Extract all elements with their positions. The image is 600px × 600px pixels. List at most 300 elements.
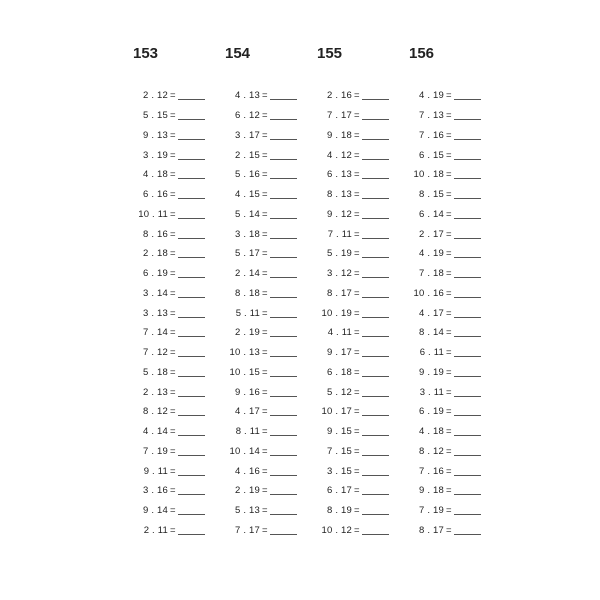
problem-row — [220, 501, 297, 521]
problem-expression: 2 . 15 — [235, 149, 260, 161]
answer-blank — [362, 151, 389, 160]
equals-sign: = — [354, 524, 360, 536]
equals-sign: = — [446, 485, 452, 497]
problem-expression: 7 . 19 — [419, 505, 444, 517]
problem-expression: 10 . 13 — [229, 347, 260, 359]
problem-row — [220, 126, 297, 146]
equals-sign: = — [170, 248, 176, 260]
equals-sign: = — [446, 366, 452, 378]
column-heading: 155 — [317, 45, 343, 62]
answer-blank — [178, 427, 205, 436]
problem-row — [404, 126, 481, 146]
problem-row — [312, 126, 389, 146]
problem-row — [128, 481, 205, 501]
equals-sign: = — [354, 485, 360, 497]
answer-blank — [178, 447, 205, 456]
answer-blank — [178, 289, 205, 298]
equals-sign: = — [354, 445, 360, 457]
equals-sign: = — [262, 406, 268, 418]
problem-row — [312, 461, 389, 481]
answer-blank — [178, 91, 205, 100]
problem-expression: 8 . 12 — [419, 445, 444, 457]
equals-sign: = — [354, 505, 360, 517]
problem-expression: 3 . 15 — [327, 465, 352, 477]
answer-blank — [270, 368, 297, 377]
answer-blank — [270, 526, 297, 535]
equals-sign: = — [354, 110, 360, 122]
problem-row — [312, 145, 389, 165]
problem-row — [404, 501, 481, 521]
answer-blank — [454, 230, 481, 239]
problem-row — [312, 284, 389, 304]
answer-blank — [362, 289, 389, 298]
equals-sign: = — [170, 228, 176, 240]
answer-blank — [270, 190, 297, 199]
answer-blank — [454, 407, 481, 416]
problem-expression: 5 . 11 — [235, 307, 260, 319]
problem-row — [220, 86, 297, 106]
problem-expression: 9 . 17 — [327, 347, 352, 359]
answer-blank — [178, 170, 205, 179]
equals-sign: = — [446, 149, 452, 161]
answer-blank — [178, 230, 205, 239]
problem-expression: 6 . 13 — [327, 169, 352, 181]
problem-row — [312, 106, 389, 126]
problem-expression: 6 . 12 — [235, 110, 260, 122]
problem-row — [404, 264, 481, 284]
answer-blank — [454, 427, 481, 436]
equals-sign: = — [446, 347, 452, 359]
problem-row — [312, 185, 389, 205]
equals-sign: = — [354, 228, 360, 240]
problem-expression: 10 . 11 — [138, 208, 168, 220]
equals-sign: = — [262, 327, 268, 339]
problem-expression: 10 . 12 — [321, 524, 352, 536]
problem-expression: 4 . 18 — [419, 426, 444, 438]
equals-sign: = — [446, 268, 452, 280]
answer-blank — [362, 407, 389, 416]
equals-sign: = — [354, 406, 360, 418]
problem-expression: 10 . 18 — [413, 169, 444, 181]
problem-expression: 5 . 16 — [235, 169, 260, 181]
answer-blank — [362, 447, 389, 456]
problem-row — [312, 481, 389, 501]
problem-expression: 9 . 15 — [327, 426, 352, 438]
problem-row — [128, 442, 205, 462]
equals-sign: = — [170, 189, 176, 201]
answer-blank — [270, 230, 297, 239]
problem-expression: 6 . 19 — [419, 406, 444, 418]
answer-blank — [362, 526, 389, 535]
problem-expression: 8 . 19 — [327, 505, 352, 517]
problem-row — [312, 244, 389, 264]
problem-expression: 3 . 19 — [143, 149, 168, 161]
answer-blank — [454, 151, 481, 160]
equals-sign: = — [170, 268, 176, 280]
problem-expression: 5 . 19 — [327, 248, 352, 260]
answer-blank — [270, 427, 297, 436]
equals-sign: = — [262, 426, 268, 438]
answer-blank — [362, 328, 389, 337]
equals-sign: = — [446, 465, 452, 477]
problem-row — [128, 422, 205, 442]
answer-blank — [178, 368, 205, 377]
equals-sign: = — [354, 327, 360, 339]
equals-sign: = — [170, 465, 176, 477]
equals-sign: = — [170, 110, 176, 122]
problem-row — [128, 303, 205, 323]
equals-sign: = — [446, 189, 452, 201]
problem-expression: 6 . 14 — [419, 208, 444, 220]
answer-blank — [454, 447, 481, 456]
equals-sign: = — [262, 287, 268, 299]
problem-row — [128, 402, 205, 422]
equals-sign: = — [170, 505, 176, 517]
problem-row — [128, 185, 205, 205]
problem-expression: 4 . 18 — [143, 169, 168, 181]
answer-blank — [454, 486, 481, 495]
problem-row — [220, 461, 297, 481]
problem-expression: 4 . 15 — [235, 189, 260, 201]
column-heading: 154 — [225, 45, 251, 62]
problem-row — [312, 86, 389, 106]
answer-blank — [178, 506, 205, 515]
equals-sign: = — [446, 208, 452, 220]
problem-row — [128, 382, 205, 402]
problem-row — [128, 501, 205, 521]
equals-sign: = — [262, 307, 268, 319]
answer-blank — [454, 467, 481, 476]
column-154 — [220, 44, 297, 540]
problem-row — [312, 363, 389, 383]
equals-sign: = — [354, 386, 360, 398]
answer-blank — [178, 328, 205, 337]
problem-row — [404, 521, 481, 541]
equals-sign: = — [446, 386, 452, 398]
problem-expression: 3 . 13 — [143, 307, 168, 319]
problem-expression: 8 . 17 — [419, 524, 444, 536]
problem-expression: 5 . 15 — [143, 110, 168, 122]
problem-row — [220, 145, 297, 165]
problem-expression: 9 . 18 — [327, 129, 352, 141]
problem-row — [312, 442, 389, 462]
answer-blank — [454, 131, 481, 140]
problem-expression: 6 . 15 — [419, 149, 444, 161]
equals-sign: = — [446, 524, 452, 536]
equals-sign: = — [262, 465, 268, 477]
problem-row — [312, 264, 389, 284]
problem-row — [220, 343, 297, 363]
equals-sign: = — [354, 248, 360, 260]
problem-row — [312, 521, 389, 541]
answer-blank — [270, 131, 297, 140]
problem-expression: 10 . 14 — [229, 445, 260, 457]
problem-expression: 3 . 16 — [143, 485, 168, 497]
problem-expression: 6 . 19 — [143, 268, 168, 280]
answer-blank — [362, 190, 389, 199]
equals-sign: = — [262, 485, 268, 497]
problem-expression: 7 . 15 — [327, 445, 352, 457]
problem-row — [404, 185, 481, 205]
problem-row — [312, 165, 389, 185]
equals-sign: = — [262, 445, 268, 457]
answer-blank — [178, 131, 205, 140]
problem-expression: 4 . 17 — [235, 406, 260, 418]
problem-expression: 9 . 19 — [419, 366, 444, 378]
problem-row — [404, 481, 481, 501]
answer-blank — [362, 269, 389, 278]
column-heading: 156 — [409, 45, 435, 62]
equals-sign: = — [446, 248, 452, 260]
answer-blank — [454, 388, 481, 397]
equals-sign: = — [354, 426, 360, 438]
answer-blank — [362, 348, 389, 357]
problem-list — [404, 86, 481, 540]
answer-blank — [362, 368, 389, 377]
equals-sign: = — [446, 445, 452, 457]
answer-blank — [270, 447, 297, 456]
answer-blank — [454, 269, 481, 278]
problem-row — [312, 382, 389, 402]
problem-expression: 9 . 12 — [327, 208, 352, 220]
equals-sign: = — [170, 208, 176, 220]
equals-sign: = — [262, 208, 268, 220]
answer-blank — [362, 506, 389, 515]
equals-sign: = — [170, 347, 176, 359]
answer-blank — [454, 506, 481, 515]
answer-blank — [270, 91, 297, 100]
equals-sign: = — [446, 426, 452, 438]
problem-list — [128, 86, 205, 540]
answer-blank — [454, 289, 481, 298]
answer-blank — [362, 388, 389, 397]
equals-sign: = — [262, 347, 268, 359]
equals-sign: = — [354, 169, 360, 181]
answer-blank — [454, 526, 481, 535]
problem-expression: 8 . 11 — [235, 426, 260, 438]
answer-blank — [362, 131, 389, 140]
equals-sign: = — [262, 228, 268, 240]
problem-expression: 9 . 18 — [419, 485, 444, 497]
equals-sign: = — [354, 268, 360, 280]
equals-sign: = — [446, 287, 452, 299]
answer-blank — [178, 348, 205, 357]
problem-row — [220, 205, 297, 225]
problem-expression: 8 . 16 — [143, 228, 168, 240]
problem-expression: 2 . 16 — [327, 90, 352, 102]
problem-expression: 5 . 13 — [235, 505, 260, 517]
problem-expression: 2 . 17 — [419, 228, 444, 240]
problem-row — [128, 126, 205, 146]
problem-expression: 5 . 14 — [235, 208, 260, 220]
answer-blank — [270, 467, 297, 476]
answer-blank — [362, 309, 389, 318]
problem-expression: 2 . 18 — [143, 248, 168, 260]
answer-blank — [362, 467, 389, 476]
problem-expression: 8 . 12 — [143, 406, 168, 418]
problem-expression: 4 . 19 — [419, 248, 444, 260]
problem-expression: 9 . 13 — [143, 129, 168, 141]
column-155 — [312, 44, 389, 540]
answer-blank — [270, 309, 297, 318]
problem-row — [404, 224, 481, 244]
equals-sign: = — [170, 406, 176, 418]
equals-sign: = — [354, 366, 360, 378]
answer-blank — [178, 210, 205, 219]
problem-expression: 7 . 17 — [235, 524, 260, 536]
problem-expression: 2 . 14 — [235, 268, 260, 280]
answer-blank — [178, 190, 205, 199]
answer-blank — [270, 486, 297, 495]
problem-row — [220, 106, 297, 126]
answer-blank — [362, 91, 389, 100]
answer-blank — [454, 170, 481, 179]
equals-sign: = — [262, 149, 268, 161]
problem-expression: 7 . 14 — [143, 327, 168, 339]
equals-sign: = — [446, 307, 452, 319]
equals-sign: = — [354, 189, 360, 201]
equals-sign: = — [170, 426, 176, 438]
problem-expression: 4 . 14 — [143, 426, 168, 438]
answer-blank — [454, 348, 481, 357]
answer-blank — [454, 249, 481, 258]
problem-row — [128, 106, 205, 126]
answer-blank — [362, 111, 389, 120]
problem-row — [220, 382, 297, 402]
problem-row — [128, 205, 205, 225]
equals-sign: = — [354, 347, 360, 359]
problem-row — [128, 343, 205, 363]
problem-row — [128, 165, 205, 185]
problem-expression: 10 . 15 — [229, 366, 260, 378]
problem-row — [404, 145, 481, 165]
problem-row — [404, 323, 481, 343]
problem-row — [404, 343, 481, 363]
problem-expression: 9 . 11 — [143, 465, 168, 477]
answer-blank — [178, 309, 205, 318]
problem-list — [220, 86, 297, 540]
problem-row — [404, 382, 481, 402]
problem-expression: 6 . 17 — [327, 485, 352, 497]
problem-expression: 5 . 17 — [235, 248, 260, 260]
equals-sign: = — [262, 110, 268, 122]
equals-sign: = — [262, 505, 268, 517]
problem-row — [404, 461, 481, 481]
equals-sign: = — [170, 169, 176, 181]
answer-blank — [362, 170, 389, 179]
problem-expression: 3 . 14 — [143, 287, 168, 299]
problem-row — [312, 402, 389, 422]
problem-row — [128, 145, 205, 165]
problem-row — [404, 303, 481, 323]
problem-expression: 6 . 16 — [143, 189, 168, 201]
problem-row — [128, 521, 205, 541]
answer-blank — [270, 269, 297, 278]
problem-row — [404, 422, 481, 442]
equals-sign: = — [446, 228, 452, 240]
problem-row — [220, 244, 297, 264]
equals-sign: = — [354, 129, 360, 141]
answer-blank — [270, 506, 297, 515]
answer-blank — [270, 111, 297, 120]
problem-row — [128, 363, 205, 383]
equals-sign: = — [262, 524, 268, 536]
equals-sign: = — [354, 307, 360, 319]
problem-expression: 3 . 17 — [235, 129, 260, 141]
equals-sign: = — [446, 129, 452, 141]
equals-sign: = — [170, 445, 176, 457]
problem-row — [220, 481, 297, 501]
equals-sign: = — [262, 90, 268, 102]
problem-row — [404, 244, 481, 264]
problem-expression: 2 . 11 — [143, 524, 168, 536]
equals-sign: = — [262, 169, 268, 181]
problem-row — [220, 323, 297, 343]
answer-blank — [454, 190, 481, 199]
answer-blank — [454, 210, 481, 219]
problem-row — [220, 284, 297, 304]
problem-row — [312, 303, 389, 323]
equals-sign: = — [170, 524, 176, 536]
problem-list — [312, 86, 389, 540]
problem-expression: 4 . 13 — [235, 90, 260, 102]
equals-sign: = — [354, 287, 360, 299]
answer-blank — [270, 170, 297, 179]
problem-expression: 6 . 11 — [419, 347, 444, 359]
answer-blank — [270, 249, 297, 258]
problem-row — [220, 185, 297, 205]
answer-blank — [454, 368, 481, 377]
problem-row — [404, 284, 481, 304]
answer-blank — [178, 467, 205, 476]
problem-expression: 7 . 16 — [419, 129, 444, 141]
equals-sign: = — [170, 366, 176, 378]
problem-row — [404, 442, 481, 462]
answer-blank — [178, 388, 205, 397]
column-heading: 153 — [133, 45, 159, 62]
equals-sign: = — [262, 366, 268, 378]
problem-expression: 9 . 16 — [235, 386, 260, 398]
problem-row — [404, 205, 481, 225]
problem-expression: 4 . 11 — [327, 327, 352, 339]
answer-blank — [178, 111, 205, 120]
problem-expression: 8 . 17 — [327, 287, 352, 299]
problem-row — [220, 303, 297, 323]
answer-blank — [270, 348, 297, 357]
equals-sign: = — [170, 287, 176, 299]
problem-expression: 6 . 18 — [327, 366, 352, 378]
equals-sign: = — [446, 90, 452, 102]
problem-expression: 3 . 18 — [235, 228, 260, 240]
equals-sign: = — [170, 129, 176, 141]
equals-sign: = — [262, 248, 268, 260]
problem-expression: 2 . 12 — [143, 90, 168, 102]
problem-row — [312, 343, 389, 363]
answer-blank — [454, 328, 481, 337]
answer-blank — [178, 526, 205, 535]
equals-sign: = — [170, 327, 176, 339]
problem-expression: 4 . 12 — [327, 149, 352, 161]
problem-expression: 5 . 12 — [327, 386, 352, 398]
answer-blank — [270, 328, 297, 337]
equals-sign: = — [446, 406, 452, 418]
answer-blank — [270, 210, 297, 219]
problem-row — [220, 521, 297, 541]
equals-sign: = — [170, 90, 176, 102]
equals-sign: = — [170, 307, 176, 319]
answer-blank — [362, 427, 389, 436]
problem-expression: 3 . 11 — [419, 386, 444, 398]
